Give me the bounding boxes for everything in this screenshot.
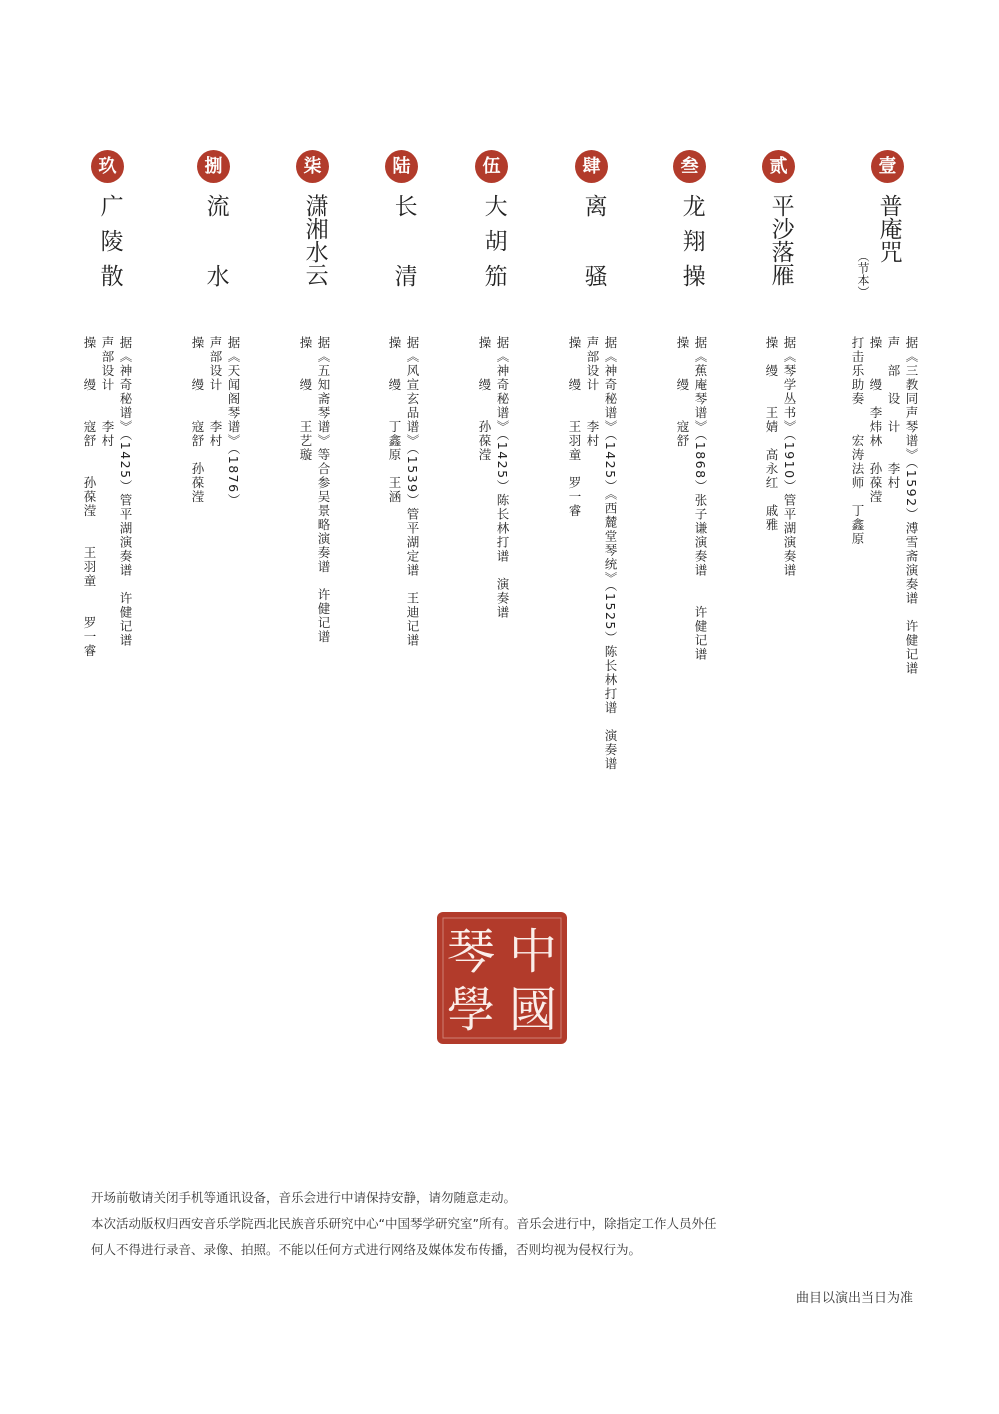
- item-number-badge: 肆: [575, 150, 608, 183]
- piece-notes: 据《蕉庵琴谱》（1868）张子谦演奏谱 许健记谱 操 缦 寇舒: [675, 336, 708, 662]
- seal-stamp: [433, 908, 571, 1048]
- program-remark: 曲目以演出当日为准: [795, 1291, 913, 1306]
- notice-line: 何人不得进行录音、录像、拍照。不能以任何方式进行网络及媒体发布传播，否则均视为侵权行为。: [91, 1242, 642, 1257]
- item-number-badge: 伍: [475, 150, 508, 183]
- piece-title: 广陵散: [96, 194, 123, 299]
- piece-notes: 据《天闻阁琴谱》（1876） 声部设计 李村 操 缦 寇舒 孙葆滢: [190, 336, 241, 508]
- item-number-badge: 陆: [385, 150, 418, 183]
- piece-notes: 据《神奇秘谱》（1425）《西麓堂琴统》（1525）陈长林打谱 演奏谱 声部设计 李村 操 缦 王羽童 罗一睿: [567, 336, 618, 771]
- piece-title: 普庵咒: [875, 194, 902, 263]
- piece-notes: 据《风宣玄品谱》（1539）管平湖定谱 王迪记谱 操 缦 丁鑫原 王涵: [387, 336, 420, 648]
- item-number-badge: 玖: [91, 150, 124, 183]
- notice-line: 开场前敬请关闭手机等通讯设备，音乐会进行中请保持安静，请勿随意走动。: [91, 1190, 517, 1205]
- seal-char: 國: [508, 982, 558, 1038]
- item-number-badge: 壹: [871, 150, 904, 183]
- seal-char: 學: [446, 982, 496, 1038]
- piece-title: 潇湘水云: [301, 194, 328, 286]
- seal-char: 中: [508, 924, 558, 980]
- piece-notes: 据《五知斋琴谱》等合参吴景略演奏谱 许健记谱 操 缦 王艺璇: [298, 336, 331, 644]
- seal-char: 琴: [446, 924, 496, 980]
- piece-notes: 据《神奇秘谱》（1425）管平湖演奏谱 许健记谱 声部设计 李村 操 缦 寇舒 孙葆滢 王羽童 罗一睿: [82, 336, 133, 658]
- piece-notes: 据《琴学丛书》（1910）管平湖演奏谱 操 缦 王婧 高永红 戚雅: [764, 336, 797, 578]
- piece-title: 流 水: [202, 194, 229, 299]
- piece-title: 平沙落雁: [767, 194, 794, 286]
- item-number-badge: 贰: [762, 150, 795, 183]
- piece-subnote: （节本）: [856, 250, 870, 298]
- item-number-badge: 叁: [673, 150, 706, 183]
- footer-notice: [91, 1185, 921, 1263]
- piece-notes: 据《神奇秘谱》（1425）陈长林打谱 演奏谱 操 缦 孙葆滢: [477, 336, 510, 620]
- item-number-badge: 捌: [197, 150, 230, 183]
- piece-title: 大胡笳: [480, 194, 507, 299]
- piece-notes: 据《三教同声琴谱》（1592）溥雪斋演奏谱 许健记谱 声 部 设 计 李村 操 缦 李炜林 孙葆滢 打击乐助奏 宏涛法师 丁鑫原: [850, 336, 919, 676]
- notice-line: 本次活动版权归西安音乐学院西北民族音乐研究中心“中国琴学研究室”所有。音乐会进行中，除指定工作人员外任: [91, 1216, 717, 1231]
- piece-title: 龙翔操: [678, 194, 705, 299]
- piece-title: 长 清: [390, 194, 417, 299]
- piece-title: 离 骚: [580, 194, 607, 299]
- item-number-badge: 柒: [296, 150, 329, 183]
